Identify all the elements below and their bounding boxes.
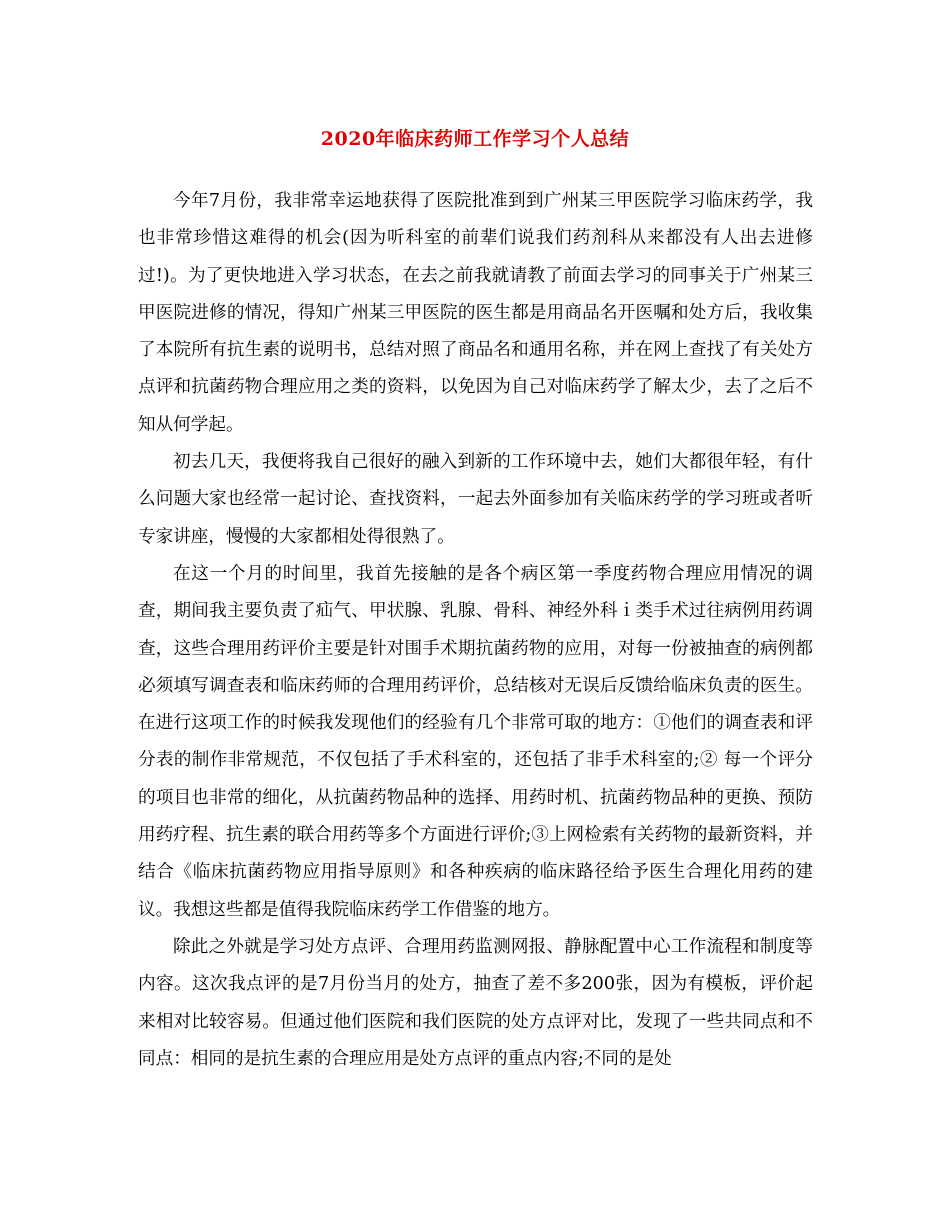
paragraph-2: 初去几天，我便将我自己很好的融入到新的工作环境中去，她们大都很年轻，有什么问题大家也经常一起讨论、查找资料，一起去外面参加有关临床药学的学习班或者听专家讲座，慢慢的大家都相处得很熟了。 bbox=[138, 452, 813, 547]
paragraph-4: 除此之外就是学习处方点评、合理用药监测网报、静脉配置中心工作流程和制度等内容。这次我点评的是7月份当月的处方，抽查了差不多200张，因为有模板，评价起来相对比较容易。但通过他们医院和我们医院的处方点评对比，发现了一些共同点和不同点：相同的是抗生素的合理应用是处方点评的重点内容;不同的是处 bbox=[138, 936, 813, 1069]
paragraph-3: 在这一个月的时间里，我首先接触的是各个病区第一季度药物合理应用情况的调查，期间我主要负责了疝气、甲状腺、乳腺、骨科、神经外科ｉ类手术过往病例用药调查，这些合理用药评价主要是针对围手术期抗菌药物的应用，对每一份被抽查的病例都必须填写调查表和临床药师的合理用药评价，总结核对无误后反馈给临床负责的医生。在进行这项工作的时候我发现他们的经验有几个非常可取的地方：①他们的调查表和评分表的制作非常规范，不仅包括了手术科室的，还包括了非手术科室的;② 每一个评分的项目也非常的细化，从抗菌药物品种的选择、用药时机、抗菌药物品种的更换、预防用药疗程、抗生素的联合用药等多个方面进行评价;③上网检索有关药物的最新资料，并结合《临床抗菌药物应用指导原则》和各种疾病的临床路径给予医生合理化用药的建议。我想这些都是值得我院临床药学工作借鉴的地方。 bbox=[138, 563, 813, 920]
paragraph-1: 今年7月份，我非常幸运地获得了医院批准到到广州某三甲医院学习临床药学，我也非常珍惜这难得的机会(因为听科室的前辈们说我们药剂科从来都没有人出去进修过!)。为了更快地进入学习状态，在去之前我就请教了前面去学习的同事关于广州某三甲医院进修的情况，得知广州某三甲医院的医生都是用商品名开医嘱和处方后，我收集了本院所有抗生素的说明书，总结对照了商品名和通用名称，并在网上查找了有关处方点评和抗菌药物合理应用之类的资料，以免因为自己对临床药学了解太少，去了之后不知从何学起。 bbox=[138, 191, 813, 435]
document-body bbox=[138, 183, 813, 1078]
document-title: 2020年临床药师工作学习个人总结 bbox=[320, 128, 630, 150]
